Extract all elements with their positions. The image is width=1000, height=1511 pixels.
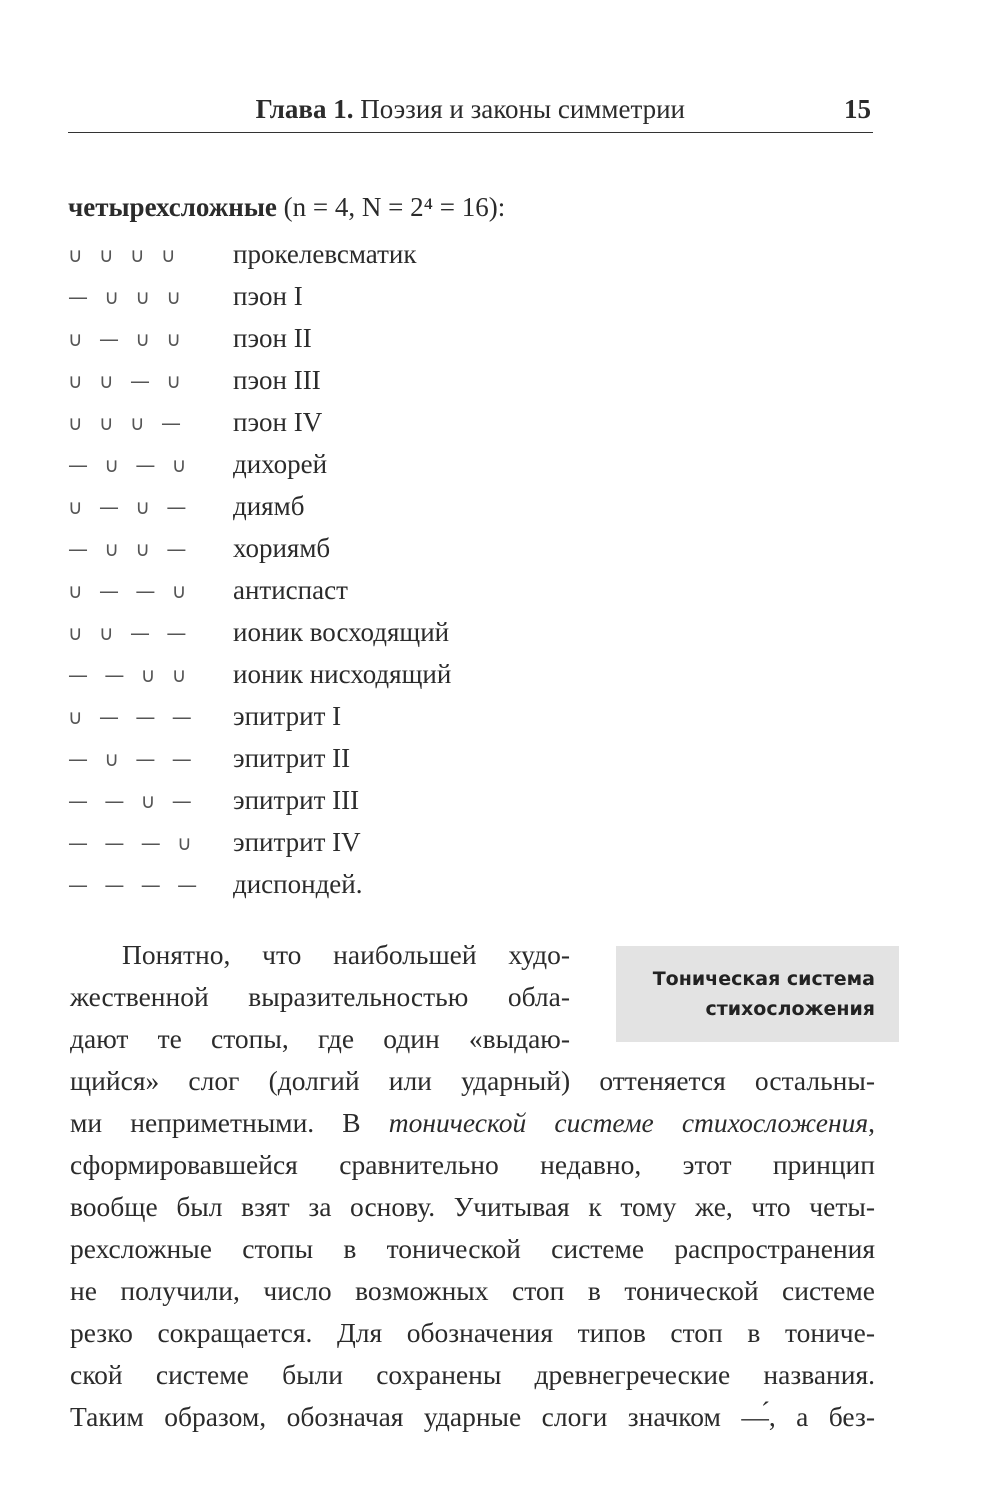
stress-mark-symbol: —́ (741, 1401, 769, 1432)
foot-row (68, 488, 588, 530)
foot-row (68, 446, 588, 488)
chapter-title (256, 92, 685, 126)
foot-scheme: ∪ ∪ ∪ — (68, 411, 186, 435)
foot-name: антиспаст (233, 575, 348, 605)
foot-row (68, 278, 588, 320)
foot-scheme: — ∪ — — (68, 747, 197, 771)
foot-scheme: — — ∪ ∪ (68, 663, 192, 687)
foot-name: хориямб (233, 533, 331, 563)
paragraph-line: Понятно, что наибольшей худо- (122, 939, 570, 970)
foot-name: эпитрит IV (233, 827, 361, 857)
paragraph-line: дают те стопы, где один «выдаю- (70, 1023, 570, 1054)
paragraph-text: , а без- (768, 1401, 875, 1432)
foot-name: пэон III (233, 365, 321, 395)
foot-scheme: — ∪ ∪ — (68, 537, 192, 561)
foot-scheme: ∪ ∪ ∪ ∪ (68, 243, 181, 267)
paragraph-line: сформировавшейся сравнительно недавно, этот принцип (70, 1149, 875, 1180)
foot-row (68, 614, 588, 656)
feet-list (68, 236, 588, 908)
paragraph-line: резко сокращается. Для обозначения типов стоп в тониче- (70, 1317, 875, 1348)
foot-row (68, 530, 588, 572)
paragraph-line: щийся» слог (долгий или ударный) оттеняется остальны- (70, 1065, 875, 1096)
paragraph-line: ской системе были сохранены древнегреческие названия. (70, 1359, 875, 1390)
foot-name: ионик восходящий (233, 617, 450, 647)
foot-scheme: — — — ∪ (68, 831, 197, 855)
foot-row (68, 404, 588, 446)
foot-name: пэон I (233, 281, 303, 311)
foot-scheme: ∪ — ∪ — (68, 495, 192, 519)
foot-name: пэон IV (233, 407, 323, 437)
chapter-label: Глава 1. (255, 94, 354, 124)
foot-row (68, 572, 588, 614)
foot-name: эпитрит III (233, 785, 360, 815)
paragraph-line: вообще был взят за основу. Учитывая к тому же, что четы- (70, 1191, 875, 1222)
foot-row (68, 320, 588, 362)
foot-name: эпитрит I (233, 701, 342, 731)
section-heading-line (68, 190, 505, 224)
foot-name: диямб (233, 491, 305, 521)
foot-scheme: — ∪ ∪ ∪ (68, 285, 186, 309)
margin-note-line-1: Тоническая система (652, 968, 875, 990)
foot-name: диспондей. (233, 869, 363, 899)
paragraph-line: не получили, число возможных стоп в тонической системе (70, 1275, 875, 1306)
chapter-name: Поэзия и законы симметрии (360, 94, 685, 124)
paragraph-line (70, 1102, 875, 1144)
foot-scheme: — — ∪ — (68, 789, 197, 813)
foot-row (68, 362, 588, 404)
foot-scheme: — ∪ — ∪ (68, 453, 192, 477)
section-formula: (n = 4, N = 2⁴ = 16): (283, 192, 506, 222)
foot-row (68, 236, 588, 278)
foot-scheme: ∪ — — — (68, 705, 197, 729)
paragraph-line: жественной выразительностью обла- (70, 981, 570, 1012)
foot-scheme: ∪ — ∪ ∪ (68, 327, 186, 351)
paragraph-text: , (868, 1107, 876, 1138)
page-number: 15 (844, 94, 871, 124)
foot-row (68, 866, 588, 908)
paragraph-line (70, 1396, 875, 1438)
section-heading: четырехсложные (68, 192, 277, 222)
paragraph-line: рехсложные стопы в тонической системе распространения (70, 1233, 875, 1264)
paragraph-text: Таким образом, обозначая ударные слоги значком (70, 1401, 721, 1432)
foot-name: прокелевсматик (233, 239, 417, 269)
foot-scheme: ∪ ∪ — — (68, 621, 192, 645)
foot-row (68, 740, 588, 782)
term-italic: тонической системе стихосложения (388, 1107, 869, 1138)
body-paragraph (70, 934, 875, 1438)
foot-row (68, 698, 588, 740)
foot-scheme: — — — — (68, 873, 203, 897)
foot-row (68, 656, 588, 698)
margin-note-line-2: стихосложения (705, 998, 875, 1020)
foot-name: пэон II (233, 323, 312, 353)
foot-name: дихорей (233, 449, 328, 479)
foot-scheme: ∪ ∪ — ∪ (68, 369, 186, 393)
foot-name: ионик нисходящий (233, 659, 452, 689)
foot-row (68, 782, 588, 824)
foot-name: эпитрит II (233, 743, 351, 773)
foot-row (68, 824, 588, 866)
foot-scheme: ∪ — — ∪ (68, 579, 192, 603)
running-header (68, 92, 873, 133)
paragraph-text: ми неприметными. В (70, 1107, 361, 1138)
